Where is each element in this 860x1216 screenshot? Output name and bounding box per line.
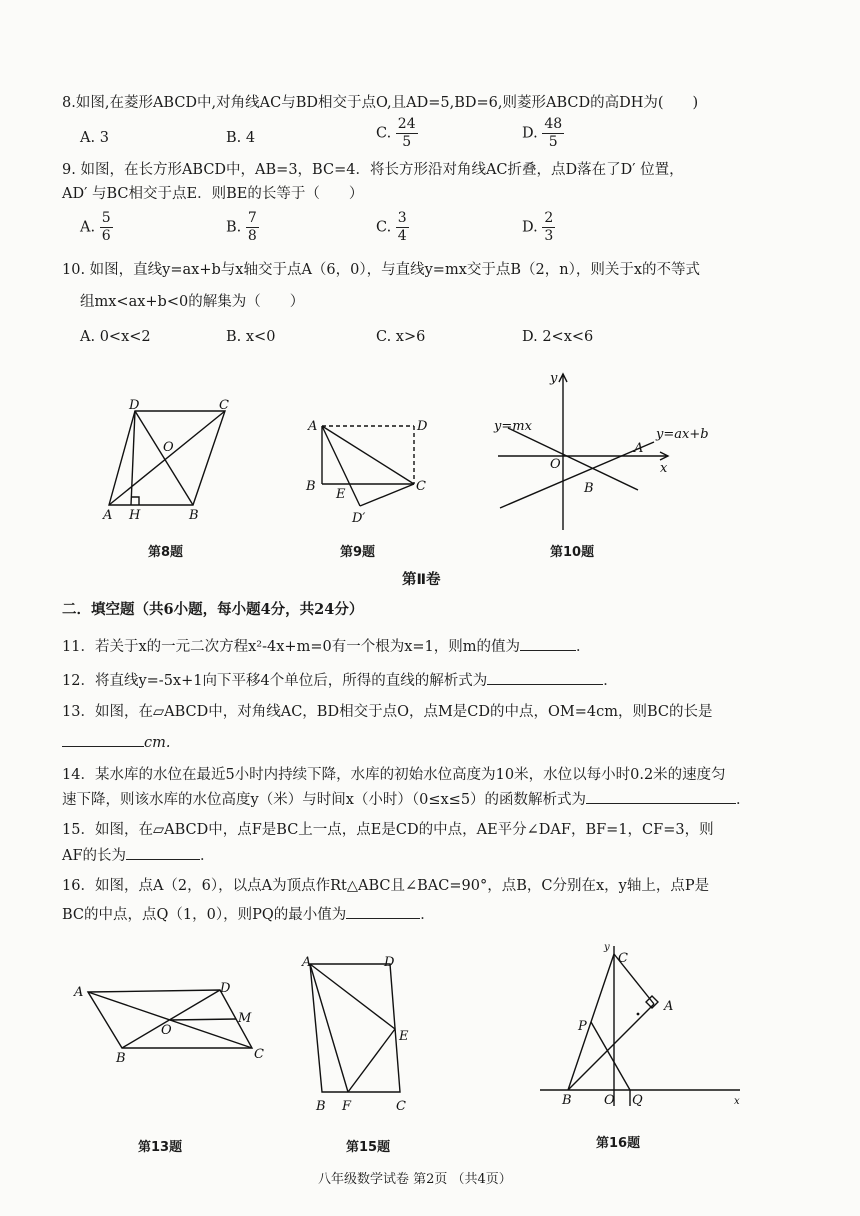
- q9-option-c: C. $\frac{3}{4}$: [376, 210, 407, 244]
- q8-option-c: C. $\frac{24}{5}$: [376, 116, 416, 150]
- right-angle-mark: [131, 497, 139, 505]
- question-9-line1: 9. 如图，在长方形ABCD中，AB=3，BC=4．将长方形沿对角线AC折叠，点D落在了D′ 位置，: [62, 162, 684, 178]
- figure-15-parallelogram: [296, 952, 422, 1117]
- label-A: A: [103, 508, 113, 523]
- question-13-line2: cm.: [62, 732, 170, 753]
- label-D: D: [220, 981, 231, 996]
- question-16-line1: 16．如图，点A（2，6），以点A为顶点作Rt△ABC且∠BAC=90°，点B，C分别在x，y轴上，点P是: [62, 878, 710, 894]
- q10-option-d: D. 2<x<6: [522, 329, 594, 345]
- label-C: C: [396, 1099, 406, 1114]
- page-footer: 八年级数学试卷 第2页 （共4页）: [318, 1172, 512, 1187]
- question-13-line1: 13．如图，在▱ABCD中，对角线AC，BD相交于点O，点M是CD的中点，OM=4cm，则BC的长是: [62, 704, 713, 720]
- segment-pq: [591, 1022, 630, 1090]
- segment-ba: [568, 1004, 654, 1090]
- label-A: A: [308, 419, 318, 434]
- line-y-ax-b: [500, 442, 654, 508]
- figure-10-coordinate-lines: [488, 362, 718, 537]
- question-14-line1: 14．某水库的水位在最近5小时内持续下降，水库的初始水位高度为10米，水位以每小时0.2米的速度匀: [62, 767, 726, 783]
- label-A: A: [302, 955, 312, 970]
- question-16-line2: BC的中点，点Q（1，0），则PQ的最小值为 ．: [62, 904, 435, 925]
- question-11: 11．若关于x的一元二次方程x²-4x+m=0有一个根为x=1，则m的值为 ．: [62, 636, 591, 657]
- label-O: O: [550, 457, 561, 472]
- label-A: A: [634, 441, 644, 456]
- diagonal-bd: [135, 411, 193, 505]
- label-C: C: [254, 1047, 264, 1062]
- diagonal-ac: [109, 411, 225, 505]
- q10-option-b: B. x<0: [226, 329, 276, 345]
- label-D-prime: D′: [352, 511, 366, 526]
- q9-option-d: D. $\frac{2}{3}$: [522, 210, 554, 244]
- parallelogram-outline: [310, 964, 400, 1092]
- label-x: x: [734, 1096, 740, 1107]
- q10-option-a: A. 0<x<2: [80, 329, 151, 345]
- line-y-mx: [508, 428, 638, 490]
- figure-8-caption: 第8题: [148, 545, 184, 560]
- question-15-line1: 15．如图，在▱ABCD中，点F是BC上一点，点E是CD的中点，AE平分∠DAF，BF=1，CF=3，则: [62, 822, 714, 838]
- q9-option-a: A. $\frac{5}{6}$: [80, 210, 111, 244]
- fill-in-heading: 二．填空题（共6小题，每小题4分，共24分）: [62, 601, 364, 618]
- point-dot: [637, 1013, 640, 1016]
- label-x: x: [660, 461, 668, 476]
- label-O: O: [163, 440, 174, 455]
- label-B: B: [116, 1051, 126, 1066]
- label-y-ax-b: y=ax+b: [656, 427, 709, 442]
- label-C: C: [416, 479, 426, 494]
- label-F: F: [342, 1099, 352, 1114]
- label-D: D: [129, 398, 140, 413]
- label-A: A: [74, 985, 84, 1000]
- label-B: B: [584, 481, 594, 496]
- label-C: C: [219, 398, 229, 413]
- q8-option-d: D. $\frac{48}{5}$: [522, 116, 563, 150]
- question-10-line2: 组mx<ax+b<0的解集为（ ）: [80, 294, 305, 310]
- figure-9-rectangle-fold: [296, 410, 436, 530]
- label-C: C: [618, 951, 628, 966]
- question-12: 12．将直线y=-5x+1向下平移4个单位后，所得的直线的解析式为 ．: [62, 670, 618, 691]
- q10-option-c: C. x>6: [376, 329, 426, 345]
- label-P: P: [578, 1019, 587, 1034]
- label-E: E: [336, 487, 346, 502]
- label-A: A: [664, 999, 674, 1014]
- figure-13-parallelogram: [66, 972, 276, 1072]
- label-y-mx: y=mx: [494, 419, 532, 434]
- figure-13-caption: 第13题: [138, 1140, 183, 1155]
- segment-d-prime-c: [360, 484, 414, 506]
- label-E: E: [399, 1029, 409, 1044]
- question-9-line2: AD′ 与BC相交于点E．则BE的长等于（ ）: [62, 186, 364, 202]
- label-y: y: [604, 942, 610, 953]
- q8-option-b: B. 4: [226, 130, 256, 146]
- label-O: O: [604, 1093, 615, 1108]
- label-B: B: [189, 508, 199, 523]
- label-B: B: [562, 1093, 572, 1108]
- segment-om: [170, 1019, 236, 1020]
- label-D: D: [384, 955, 395, 970]
- label-Q: Q: [632, 1093, 643, 1108]
- figure-16-caption: 第16题: [596, 1136, 641, 1151]
- question-14-line2: 速下降，则该水库的水位高度y（米）与时间x（小时）（0≤x≤5）的函数解析式为 ．: [62, 789, 751, 810]
- figure-16-right-triangle: [534, 938, 750, 1108]
- label-O: O: [161, 1023, 172, 1038]
- question-8-stem: 8.如图,在菱形ABCD中,对角线AC与BD相交于点O,且AD=5,BD=6,则菱形ABCD的高DH为( ): [62, 95, 699, 111]
- question-10-line1: 10. 如图，直线y=ax+b与x轴交于点A（6，0），与直线y=mx交于点B（2，n），则关于x的不等式: [62, 262, 701, 278]
- segment-fe: [348, 1029, 395, 1092]
- label-B: B: [306, 479, 316, 494]
- label-y: y: [550, 371, 558, 386]
- label-H: H: [129, 508, 141, 523]
- figure-15-caption: 第15题: [346, 1140, 391, 1155]
- label-M: M: [238, 1011, 252, 1026]
- question-15-line2: AF的长为 ．: [62, 845, 215, 866]
- figure-10-caption: 第10题: [550, 545, 595, 560]
- q9-option-b: B. $\frac{7}{8}$: [226, 210, 257, 244]
- figure-9-caption: 第9题: [340, 545, 376, 560]
- figure-8-rhombus: [95, 395, 245, 525]
- section-title: 第Ⅱ卷: [402, 572, 441, 588]
- q8-option-a: A. 3: [80, 130, 109, 146]
- label-D: D: [417, 419, 428, 434]
- label-B: B: [316, 1099, 326, 1114]
- segment-ae: [310, 964, 395, 1029]
